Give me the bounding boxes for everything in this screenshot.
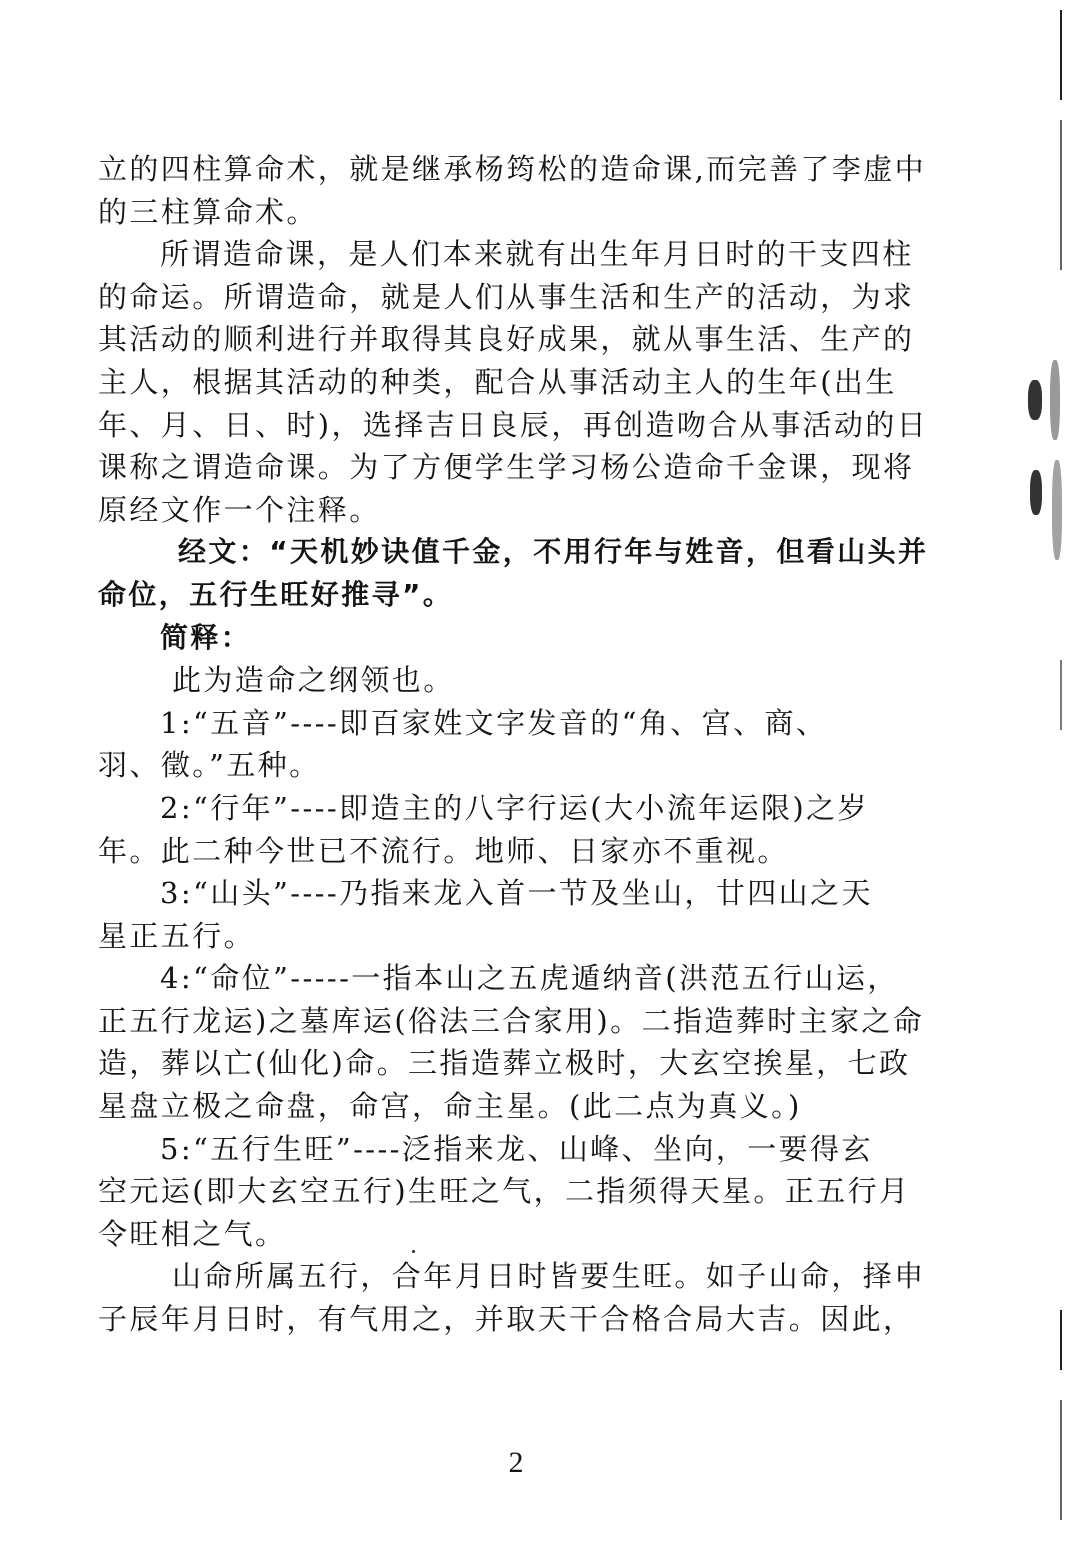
text-line: 年、月、日、时)，选择吉日良辰，再创造吻合从事活动的日: [98, 407, 929, 442]
scripture-line: 命位，五行生旺好推寻”。: [98, 577, 454, 611]
text-line: 立的四柱算命术，就是继承杨筠松的造命课,而完善了李虚中: [98, 152, 927, 186]
text-line: 子辰年月日时，有气用之，并取天干合格合局大吉。因此，: [98, 1302, 915, 1337]
text-line: 原经文作一个注释。: [98, 492, 381, 527]
scan-speck: [1052, 460, 1062, 560]
scan-speck: [412, 1250, 415, 1253]
text-line: 正五行龙运)之墓库运(俗法三合家用)。二指造葬时主家之命: [98, 1003, 925, 1038]
scan-speck: [1030, 470, 1042, 515]
list-item: 4:“命位”-----一指本山之五虎遁纳音(洪范五行山运，: [160, 961, 899, 996]
text-line: 年。此二种今世已不流行。地师、日家亦不重视。: [98, 833, 789, 868]
text-line: 此为造命之纲领也。: [172, 663, 455, 698]
scan-edge-line: [1060, 10, 1062, 100]
page-number: 2: [508, 1446, 524, 1479]
text-line: 令旺相之气。: [98, 1216, 287, 1251]
body-text: [98, 148, 938, 1341]
list-item: 2:“行年”----即造主的八字行运(大小流年运限)之岁: [160, 790, 869, 825]
scan-edge-line: [1060, 1310, 1062, 1370]
text-line: 星正五行。: [98, 918, 256, 953]
list-item: 1:“五音”----即百家姓文字发音的“角、宫、商、: [160, 705, 828, 740]
scan-speck: [1050, 360, 1060, 440]
text-line: 的三柱算命术。: [98, 194, 318, 229]
text-line: 空元运(即大玄空五行)生旺之气，二指须得天星。正五行月: [98, 1174, 911, 1209]
section-heading: 简释：: [160, 620, 252, 654]
list-item: 3:“山头”----乃指来龙入首一节及坐山，廿四山之天: [160, 876, 873, 911]
text-line: 造，葬以亡(仙化)命。三指造葬立极时，大玄空挨星，七政: [98, 1046, 911, 1081]
text-line: 羽、徵。”五种。: [98, 748, 321, 783]
text-line: 主人，根据其活动的种类，配合从事活动主人的生年(出生: [98, 364, 897, 399]
text-line: 星盘立极之命盘，命宫，命主星。(此二点为真义。): [98, 1089, 802, 1124]
list-item: 5:“五行生旺”----泛指来龙、山峰、坐向，一要得玄: [160, 1131, 873, 1166]
text-line: 山命所属五行，合年月日时皆要生旺。如子山命，择申: [172, 1259, 926, 1294]
text-line: 的命运。所谓造命，就是人们从事生活和生产的活动，为求: [98, 279, 915, 314]
scan-edge-line: [1060, 660, 1062, 730]
scan-speck: [1028, 380, 1042, 420]
text-line: 课称之谓造命课。为了方便学生学习杨公造命千金课，现将: [98, 450, 915, 485]
text-line: 所谓造命课，是人们本来就有出生年月日时的干支四柱: [160, 237, 914, 272]
scan-edge-line: [1060, 1400, 1062, 1520]
text-line: 其活动的顺利进行并取得其良好成果，就从事生活、生产的: [98, 322, 915, 357]
scan-edge-line: [1060, 120, 1062, 270]
scripture-line: 经文：“天机妙诀值千金，不用行年与姓音，但看山头并: [178, 535, 929, 569]
